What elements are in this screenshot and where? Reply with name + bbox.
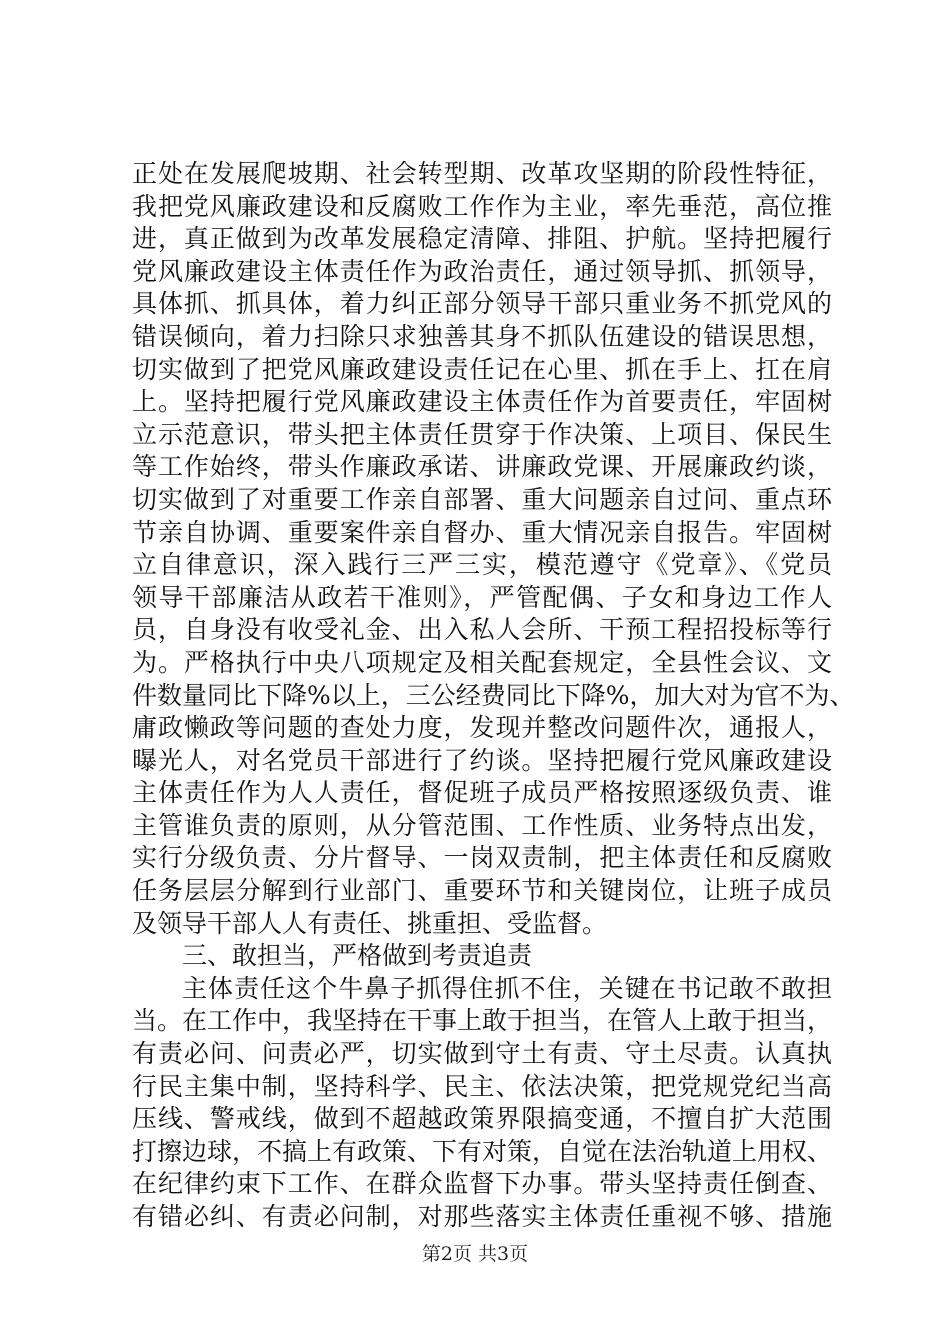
text-line: 切实做到了把党风廉政建设责任记在心里、抓在手上、扛在肩 — [132, 354, 832, 384]
text-line: 等工作始终，带头作廉政承诺、讲廉政党课、开展廉政约谈， — [132, 452, 832, 482]
text-line: 实行分级负责、分片督导、一岗双责制，把主体责任和反腐败 — [132, 843, 832, 873]
text-line: 立自律意识，深入践行三严三实，模范遵守《党章》、《党员 — [132, 550, 832, 580]
text-line: 具体抓、抓具体，着力纠正部分领导干部只重业务不抓党风的 — [132, 289, 832, 319]
text-line: 及领导干部人人有责任、挑重担、受监督。 — [132, 908, 608, 938]
text-line: 庸政懒政等问题的查处力度，发现并整改问题件次，通报人， — [132, 713, 832, 743]
paragraph — [132, 973, 832, 1234]
text-line: 曝光人，对名党员干部进行了约谈。坚持把履行党风廉政建设 — [132, 745, 832, 775]
text-line: 主体责任作为人人责任，督促班子成员严格按照逐级负责、谁 — [132, 778, 832, 808]
text-line: 节亲自协调、重要案件亲自督办、重大情况亲自报告。牢固树 — [132, 517, 832, 547]
text-line: 切实做到了对重要工作亲自部署、重大问题亲自过问、重点环 — [132, 484, 832, 514]
text-line: 进，真正做到为改革发展稳定清障、排阻、护航。坚持把履行 — [132, 224, 832, 254]
text-line: 当。在工作中，我坚持在干事上敢于担当，在管人上敢于担当， — [132, 1006, 833, 1036]
text-line: 上。坚持把履行党风廉政建设主体责任作为首要责任，牢固树 — [132, 387, 832, 417]
text-line: 正处在发展爬坡期、社会转型期、改革攻坚期的阶段性特征， — [132, 159, 832, 188]
text-line: 有错必纠、有责必问制，对那些落实主体责任重视不够、措施 — [132, 1202, 832, 1231]
text-line: 为。严格执行中央八项规定及相关配套规定，全县性会议、文 — [132, 647, 832, 677]
text-line: 主体责任这个牛鼻子抓得住抓不住，关键在书记敢不敢担 — [182, 973, 832, 1003]
text-line: 件数量同比下降%以上，三公经费同比下降%，加大对为官不为、 — [132, 680, 855, 710]
text-line: 行民主集中制，坚持科学、民主、依法决策，把党规党纪当高 — [132, 1071, 832, 1101]
text-line: 在纪律约束下工作、在群众监督下办事。带头坚持责任倒查、 — [132, 1169, 832, 1199]
text-line: 压线、警戒线，做到不超越政策界限搞变通，不擅自扩大范围 — [132, 1104, 832, 1134]
text-line: 我把党风廉政建设和反腐败工作作为主业，率先垂范，高位推 — [132, 191, 832, 221]
text-line: 主管谁负责的原则，从分管范围、工作性质、业务特点出发， — [132, 810, 832, 840]
paragraph-continued — [132, 158, 855, 940]
section-heading: 三、敢担当，严格做到考责追责 — [182, 941, 533, 971]
document-body — [132, 158, 855, 1234]
text-line: 错误倾向，着力扫除只求独善其身不抓队伍建设的错误思想， — [132, 321, 832, 351]
text-line: 打擦边球，不搞上有政策、下有对策，自觉在法治轨道上用权、 — [132, 1136, 833, 1166]
page-number-footer: 第2页 共3页 — [421, 1243, 529, 1265]
text-line: 立示范意识，带头把主体责任贯穿于作决策、上项目、保民生 — [132, 419, 832, 449]
text-line: 领导干部廉洁从政若干准则》，严管配偶、子女和身边工作人 — [132, 582, 832, 612]
text-line: 员，自身没有收受礼金、出入私人会所、干预工程招投标等行 — [132, 615, 832, 645]
text-line: 有责必问、问责必严，切实做到守土有责、守土尽责。认真执 — [132, 1039, 832, 1069]
text-line: 党风廉政建设主体责任作为政治责任，通过领导抓、抓领导， — [132, 256, 832, 286]
text-line: 任务层层分解到行业部门、重要环节和关键岗位，让班子成员 — [132, 876, 832, 906]
